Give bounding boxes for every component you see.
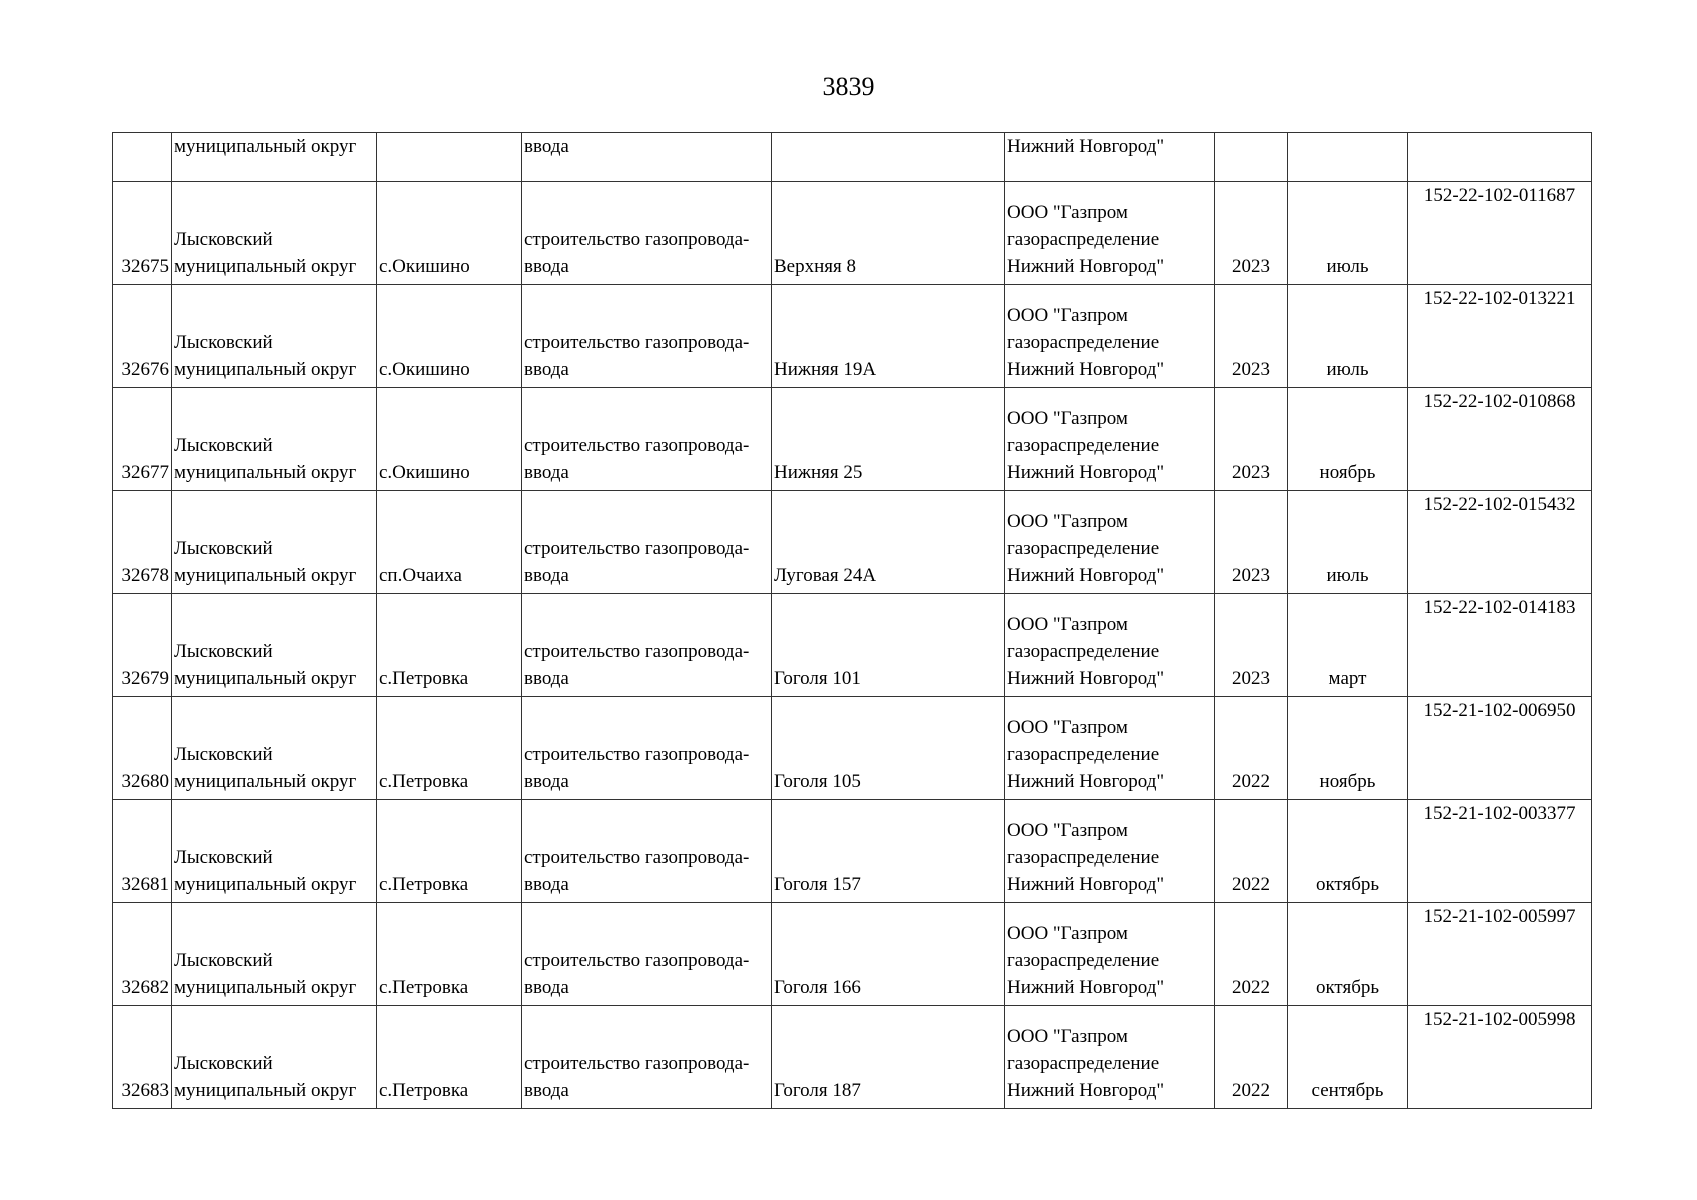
org-cell: ООО "Газпром газораспределение Нижний Новгород" xyxy=(1005,1006,1215,1109)
work-cell: строительство газопровода- ввода xyxy=(522,182,772,285)
num-cell xyxy=(113,133,172,182)
work-cell: строительство газопровода- ввода xyxy=(522,903,772,1006)
table-row xyxy=(113,697,1592,800)
num-cell: 32675 xyxy=(113,182,172,285)
month-cell: ноябрь xyxy=(1288,697,1408,800)
table-row xyxy=(113,388,1592,491)
month-cell: июль xyxy=(1288,182,1408,285)
work-cell: строительство газопровода- ввода xyxy=(522,1006,772,1109)
address-cell: Гоголя 157 xyxy=(772,800,1005,903)
work-cell: строительство газопровода- ввода xyxy=(522,388,772,491)
num-cell: 32682 xyxy=(113,903,172,1006)
work-cell: строительство газопровода- ввода xyxy=(522,800,772,903)
num-cell: 32681 xyxy=(113,800,172,903)
settlement-cell: сп.Очаиха xyxy=(377,491,522,594)
org-cell: ООО "Газпром газораспределение Нижний Новгород" xyxy=(1005,594,1215,697)
year-cell: 2023 xyxy=(1215,491,1288,594)
district-cell: Лысковский муниципальный округ xyxy=(172,800,377,903)
work-cell: строительство газопровода- ввода xyxy=(522,491,772,594)
settlement-cell: с.Окишино xyxy=(377,285,522,388)
district-cell: Лысковский муниципальный округ xyxy=(172,182,377,285)
district-cell: Лысковский муниципальный округ xyxy=(172,697,377,800)
year-cell: 2023 xyxy=(1215,285,1288,388)
work-cell: строительство газопровода- ввода xyxy=(522,594,772,697)
code-cell: 152-22-102-010868 xyxy=(1408,388,1592,491)
org-cell: ООО "Газпром газораспределение Нижний Новгород" xyxy=(1005,388,1215,491)
settlement-cell: с.Петровка xyxy=(377,903,522,1006)
district-cell: Лысковский муниципальный округ xyxy=(172,1006,377,1109)
org-cell: ООО "Газпром газораспределение Нижний Новгород" xyxy=(1005,491,1215,594)
code-cell: 152-22-102-014183 xyxy=(1408,594,1592,697)
address-cell: Верхняя 8 xyxy=(772,182,1005,285)
year-cell: 2022 xyxy=(1215,903,1288,1006)
code-cell xyxy=(1408,133,1592,182)
year-cell: 2023 xyxy=(1215,594,1288,697)
year-cell: 2022 xyxy=(1215,800,1288,903)
month-cell: сентябрь xyxy=(1288,1006,1408,1109)
num-cell: 32679 xyxy=(113,594,172,697)
org-cell: ООО "Газпром газораспределение Нижний Новгород" xyxy=(1005,182,1215,285)
year-cell: 2023 xyxy=(1215,182,1288,285)
district-cell: Лысковский муниципальный округ xyxy=(172,594,377,697)
code-cell: 152-21-102-006950 xyxy=(1408,697,1592,800)
num-cell: 32678 xyxy=(113,491,172,594)
district-cell: муниципальный округ xyxy=(172,133,377,182)
page-number: 3839 xyxy=(822,72,875,101)
table-row xyxy=(113,1006,1592,1109)
code-cell: 152-22-102-011687 xyxy=(1408,182,1592,285)
registry-table xyxy=(112,132,1592,1109)
table-row xyxy=(113,594,1592,697)
num-cell: 32680 xyxy=(113,697,172,800)
address-cell: Нижняя 19А xyxy=(772,285,1005,388)
year-cell: 2023 xyxy=(1215,388,1288,491)
num-cell: 32683 xyxy=(113,1006,172,1109)
code-cell: 152-21-102-005997 xyxy=(1408,903,1592,1006)
address-cell xyxy=(772,133,1005,182)
district-cell: Лысковский муниципальный округ xyxy=(172,491,377,594)
work-cell: строительство газопровода- ввода xyxy=(522,697,772,800)
month-cell xyxy=(1288,133,1408,182)
org-cell: ООО "Газпром газораспределение Нижний Новгород" xyxy=(1005,800,1215,903)
org-cell: ООО "Газпром газораспределение Нижний Новгород" xyxy=(1005,697,1215,800)
month-cell: март xyxy=(1288,594,1408,697)
org-cell: ООО "Газпром газораспределение Нижний Новгород" xyxy=(1005,903,1215,1006)
settlement-cell: с.Петровка xyxy=(377,697,522,800)
settlement-cell: с.Петровка xyxy=(377,800,522,903)
settlement-cell: с.Петровка xyxy=(377,1006,522,1109)
settlement-cell: с.Окишино xyxy=(377,388,522,491)
address-cell: Гоголя 105 xyxy=(772,697,1005,800)
num-cell: 32677 xyxy=(113,388,172,491)
year-cell: 2022 xyxy=(1215,697,1288,800)
table-row xyxy=(113,491,1592,594)
address-cell: Гоголя 166 xyxy=(772,903,1005,1006)
month-cell: октябрь xyxy=(1288,800,1408,903)
table-body xyxy=(113,133,1592,1109)
code-cell: 152-21-102-003377 xyxy=(1408,800,1592,903)
address-cell: Луговая 24А xyxy=(772,491,1005,594)
work-cell: ввода xyxy=(522,133,772,182)
district-cell: Лысковский муниципальный округ xyxy=(172,285,377,388)
month-cell: июль xyxy=(1288,285,1408,388)
org-cell: Нижний Новгород" xyxy=(1005,133,1215,182)
address-cell: Гоголя 101 xyxy=(772,594,1005,697)
month-cell: октябрь xyxy=(1288,903,1408,1006)
month-cell: июль xyxy=(1288,491,1408,594)
year-cell: 2022 xyxy=(1215,1006,1288,1109)
address-cell: Нижняя 25 xyxy=(772,388,1005,491)
code-cell: 152-21-102-005998 xyxy=(1408,1006,1592,1109)
month-cell: ноябрь xyxy=(1288,388,1408,491)
district-cell: Лысковский муниципальный округ xyxy=(172,903,377,1006)
code-cell: 152-22-102-015432 xyxy=(1408,491,1592,594)
code-cell: 152-22-102-013221 xyxy=(1408,285,1592,388)
work-cell: строительство газопровода- ввода xyxy=(522,285,772,388)
table-row xyxy=(113,182,1592,285)
settlement-cell xyxy=(377,133,522,182)
org-cell: ООО "Газпром газораспределение Нижний Новгород" xyxy=(1005,285,1215,388)
settlement-cell: с.Петровка xyxy=(377,594,522,697)
table-row xyxy=(113,285,1592,388)
year-cell xyxy=(1215,133,1288,182)
settlement-cell: с.Окишино xyxy=(377,182,522,285)
address-cell: Гоголя 187 xyxy=(772,1006,1005,1109)
district-cell: Лысковский муниципальный округ xyxy=(172,388,377,491)
table-row xyxy=(113,903,1592,1006)
table-row xyxy=(113,800,1592,903)
table-row-continuation xyxy=(113,133,1592,182)
num-cell: 32676 xyxy=(113,285,172,388)
